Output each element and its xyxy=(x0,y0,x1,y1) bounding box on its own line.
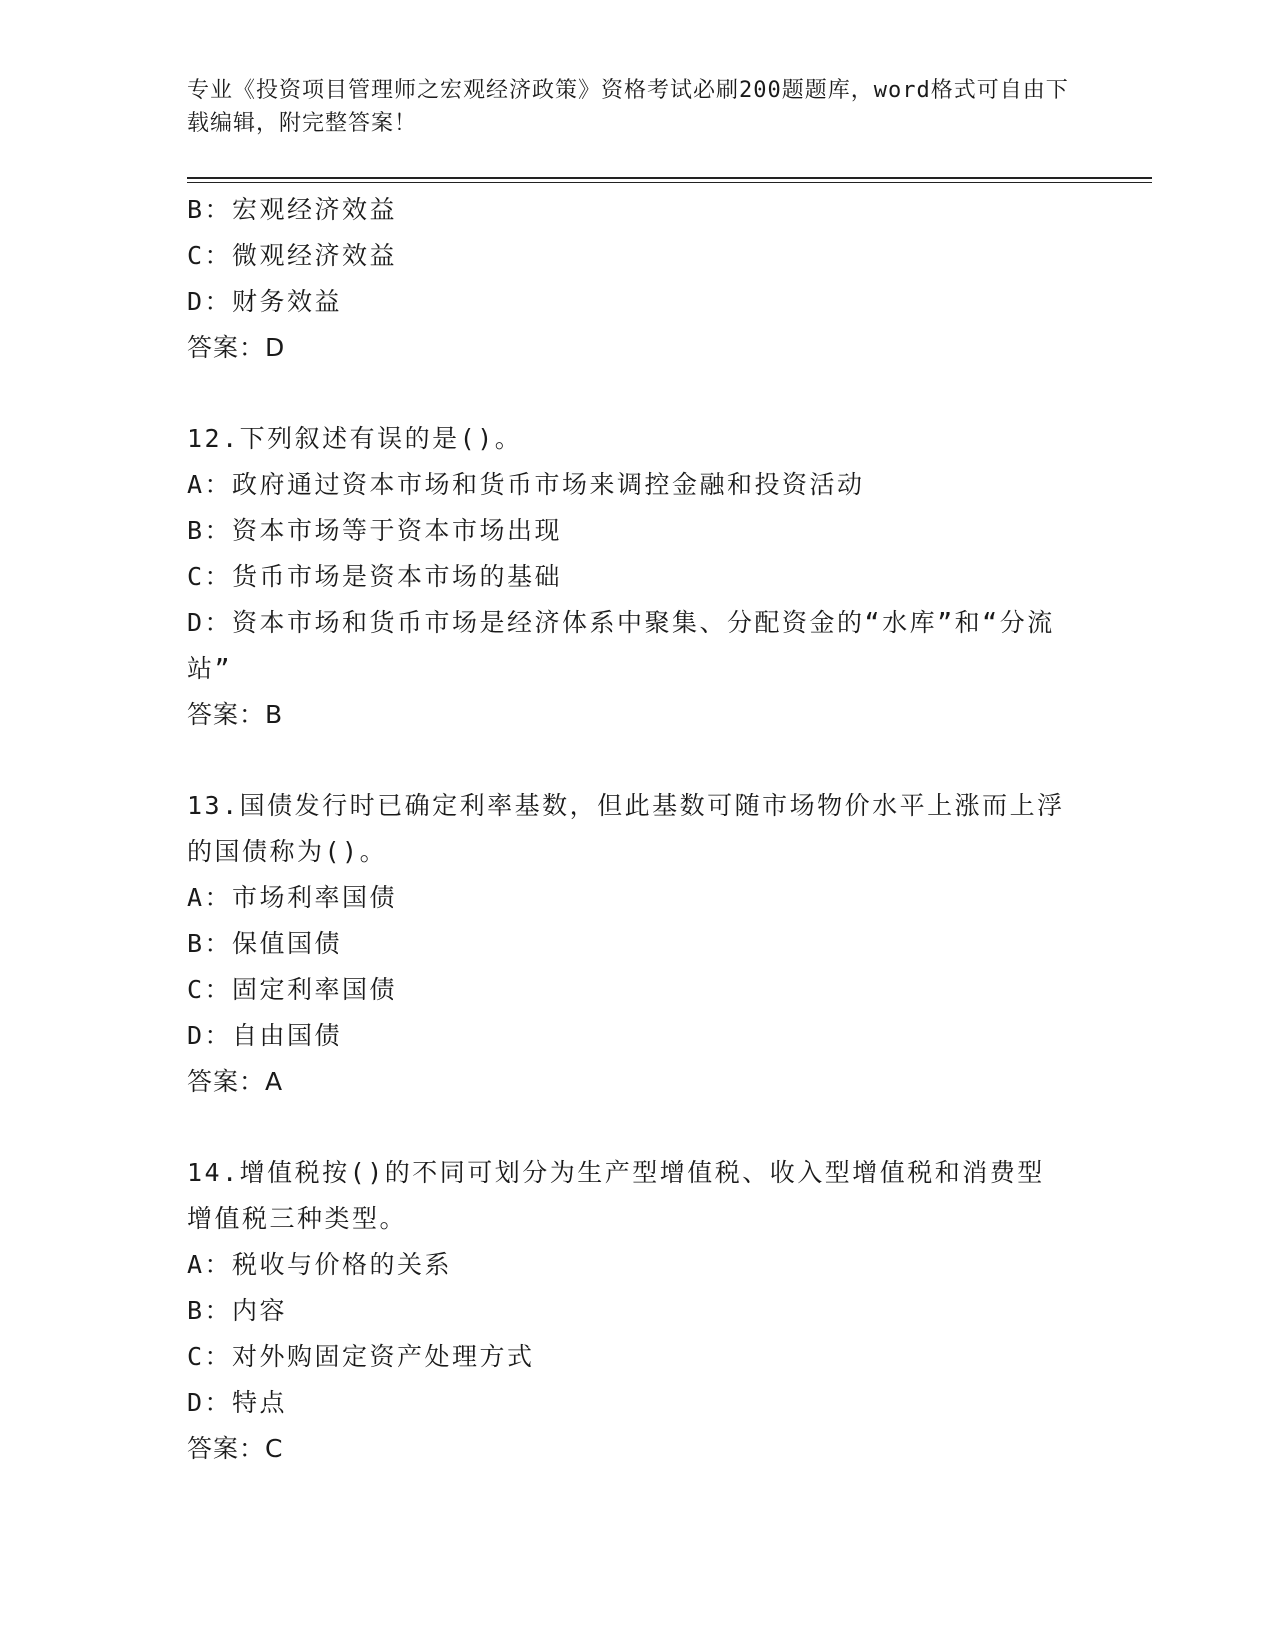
question-spacer xyxy=(187,1105,1067,1150)
option-c: C：微观经济效益 xyxy=(187,241,398,270)
option-d: D：财务效益 xyxy=(187,287,343,316)
option-b: B：内容 xyxy=(187,1296,288,1325)
option-a: A：税收与价格的关系 xyxy=(187,1250,453,1279)
option-d: D：特点 xyxy=(187,1388,288,1417)
question-spacer xyxy=(187,738,1067,783)
option-d: D：资本市场和货币市场是经济体系中聚集、分配资金的“水库”和“分流站” xyxy=(187,608,1055,683)
question-spacer xyxy=(187,371,1067,416)
question-14 xyxy=(187,1150,1067,1472)
option-c: C：货币市场是资本市场的基础 xyxy=(187,562,563,591)
document-header: 专业《投资项目管理师之宏观经济政策》资格考试必刷200题题库，word格式可自由下载编辑，附完整答案！ xyxy=(187,78,1069,136)
question-13 xyxy=(187,783,1067,1105)
option-a: A：政府通过资本市场和货币市场来调控金融和投资活动 xyxy=(187,470,865,499)
question-stem: 14.增值税按()的不同可划分为生产型增值税、收入型增值税和消费型增值税三种类型。 xyxy=(187,1158,1045,1233)
answer-line: 答案：A xyxy=(187,1067,284,1096)
option-a: A：市场利率国债 xyxy=(187,883,398,912)
option-c: C：对外购固定资产处理方式 xyxy=(187,1342,535,1371)
option-b: B：资本市场等于资本市场出现 xyxy=(187,516,563,545)
question-stem: 12.下列叙述有误的是()。 xyxy=(187,424,523,453)
answer-line: 答案：D xyxy=(187,333,286,362)
answer-line: 答案：B xyxy=(187,700,284,729)
question-11 xyxy=(187,187,1067,371)
header-rule-thin xyxy=(187,182,1152,183)
question-12 xyxy=(187,416,1067,738)
option-c: C：固定利率国债 xyxy=(187,975,398,1004)
question-stem: 13.国债发行时已确定利率基数，但此基数可随市场物价水平上涨而上浮的国债称为()。 xyxy=(187,791,1065,866)
header-rule-thick xyxy=(187,177,1152,179)
option-b: B：保值国债 xyxy=(187,929,343,958)
question-list xyxy=(187,187,1067,1472)
option-b: B：宏观经济效益 xyxy=(187,195,398,224)
option-d: D：自由国债 xyxy=(187,1021,343,1050)
answer-line: 答案：C xyxy=(187,1434,284,1463)
